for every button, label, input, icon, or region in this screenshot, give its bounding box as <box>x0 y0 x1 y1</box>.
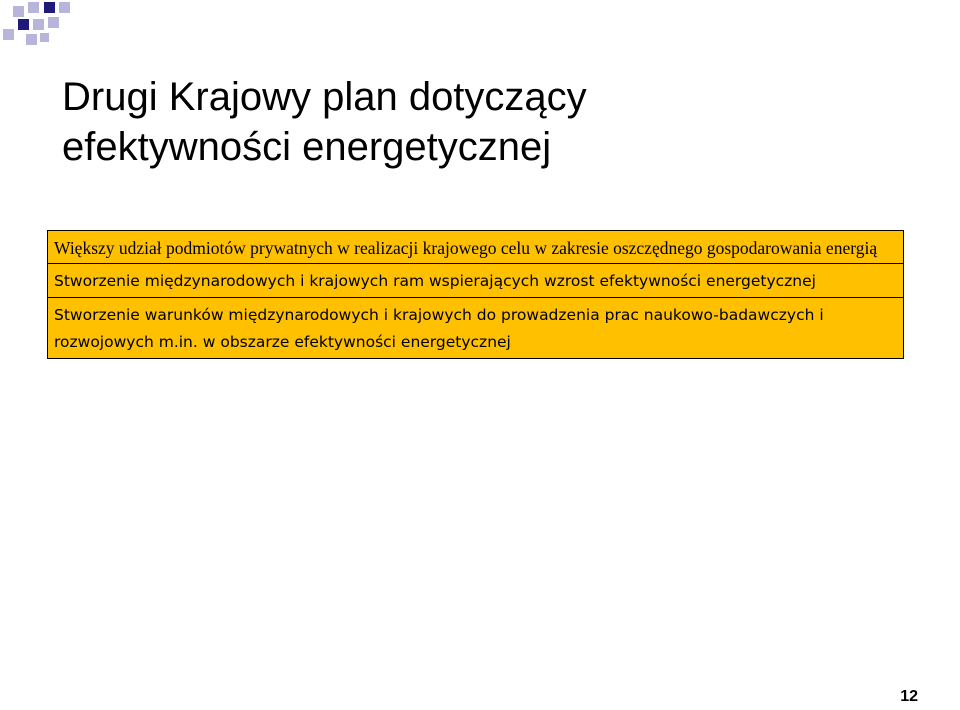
slide-logo-squares <box>0 0 80 60</box>
goals-list <box>47 230 904 359</box>
slide-title <box>62 72 922 172</box>
slide-title-line-1: Drugi Krajowy plan dotyczący <box>62 75 587 119</box>
page-number: 12 <box>900 688 918 705</box>
goal-box-2: Stworzenie międzynarodowych i krajowych ram wspierających wzrost efektywności energetycznej <box>47 264 904 298</box>
goal-box-1: Większy udział podmiotów prywatnych w realizacji krajowego celu w zakresie oszczędnego gospodarowania energią <box>47 230 904 264</box>
goal-box-3: Stworzenie warunków międzynarodowych i krajowych do prowadzenia prac naukowo-badawczych i rozwojowych m.in. w obszarze efektywności energetycznej <box>47 298 904 359</box>
slide-title-line-2: efektywności energetycznej <box>62 125 552 169</box>
